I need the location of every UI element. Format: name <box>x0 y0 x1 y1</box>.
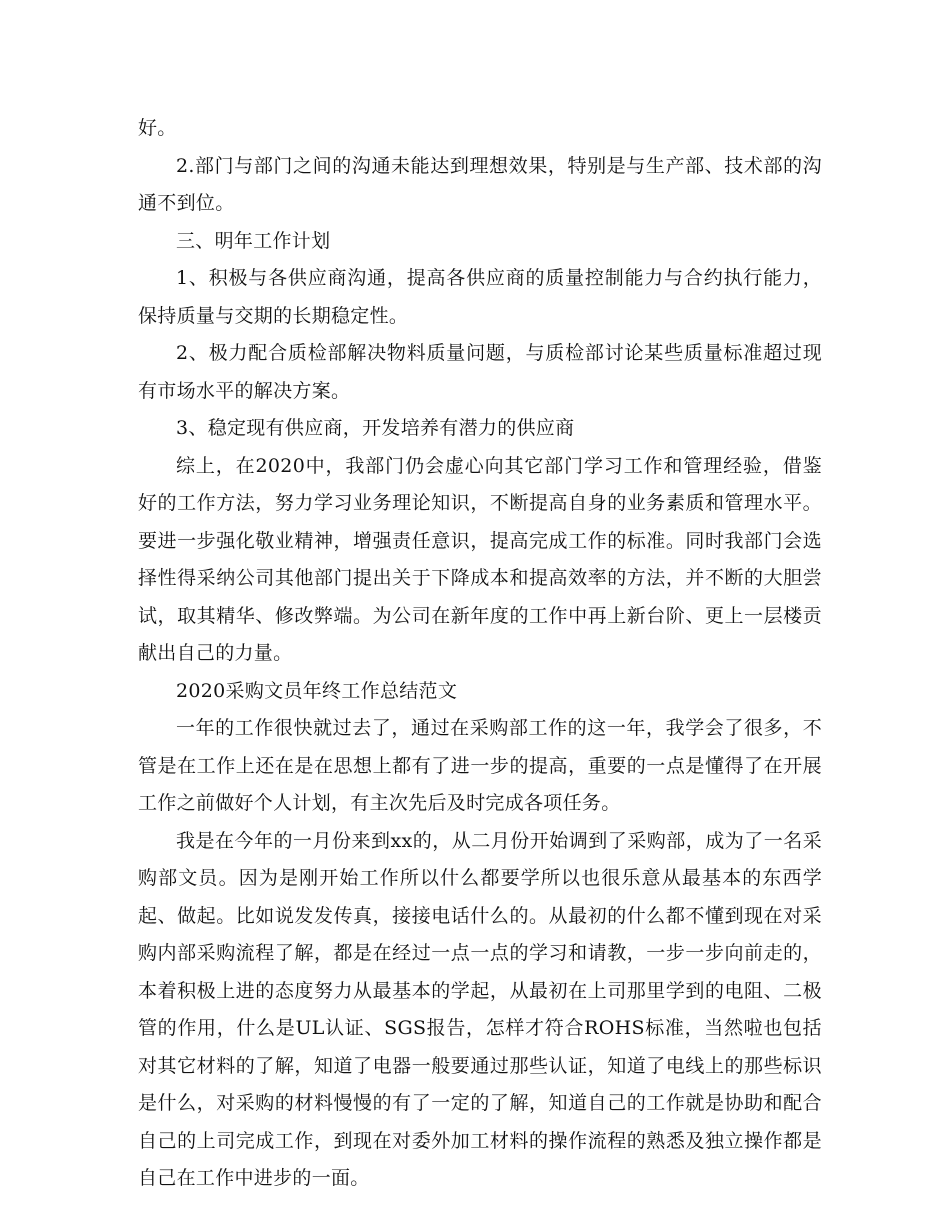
paragraph-intro: 一年的工作很快就过去了，通过在采购部工作的这一年，我学会了很多，不管是在工作上还在是在思想上都有了进一步的提高，重要的一点是懂得了在开展工作之前做好个人计划，有主次先后及时完成各项任务。 <box>138 717 822 814</box>
paragraph-communication-issue: 2.部门与部门之间的沟通未能达到理想效果，特别是与生产部、技术部的沟通不到位。 <box>138 154 822 214</box>
document-body <box>138 110 822 1198</box>
plan-item-2: 2、极力配合质检部解决物料质量问题，与质检部讨论某些质量标准超过现有市场水平的解决方案。 <box>138 342 822 402</box>
paragraph-summary: 综上，在2020中，我部门仍会虚心向其它部门学习工作和管理经验，借鉴好的工作方法，努力学习业务理论知识，不断提高自身的业务素质和管理水平。要进一步强化敬业精神，增强责任意识，提高完成工作的标准。同时我部门会选择性得采纳公司其他部门提出关于下降成本和提高效率的方法，并不断的大胆尝试，取其精华、修改弊端。为公司在新年度的工作中再上新台阶、更上一层楼贡献出自己的力量。 <box>138 454 822 664</box>
paragraph-continuation: 好。 <box>138 117 177 139</box>
plan-item-3: 3、稳定现有供应商，开发培养有潜力的供应商 <box>176 417 575 439</box>
article-title: 2020采购文员年终工作总结范文 <box>176 679 458 702</box>
section-heading-next-year-plan: 三、明年工作计划 <box>176 229 331 252</box>
paragraph-experience: 我是在今年的一月份来到xx的，从二月份开始调到了采购部，成为了一名采购部文员。因为是刚开始工作所以什么都要学所以也很乐意从最基本的东西学起、做起。比如说发发传真，接接电话什么的。从最初的什么都不懂到现在对采购内部采购流程了解，都是在经过一点一点的学习和请教，一步一步向前走的，本着积极上进的态度努力从最基本的学起，从最初在上司那里学到的电阻、二极管的作用，什么是UL认证、SGS报告，怎样才符合ROHS标准，当然啦也包括对其它材料的了解，知道了电器一般要通过那些认证，知道了电线上的那些标识是什么，对采购的材料慢慢的有了一定的了解，知道自己的工作就是协助和配合自己的上司完成工作，到现在对委外加工材料的操作流程的熟悉及独立操作都是自己在工作中进步的一面。 <box>138 829 822 1189</box>
plan-item-1: 1、积极与各供应商沟通，提高各供应商的质量控制能力与合约执行能力，保持质量与交期的长期稳定性。 <box>138 267 822 327</box>
